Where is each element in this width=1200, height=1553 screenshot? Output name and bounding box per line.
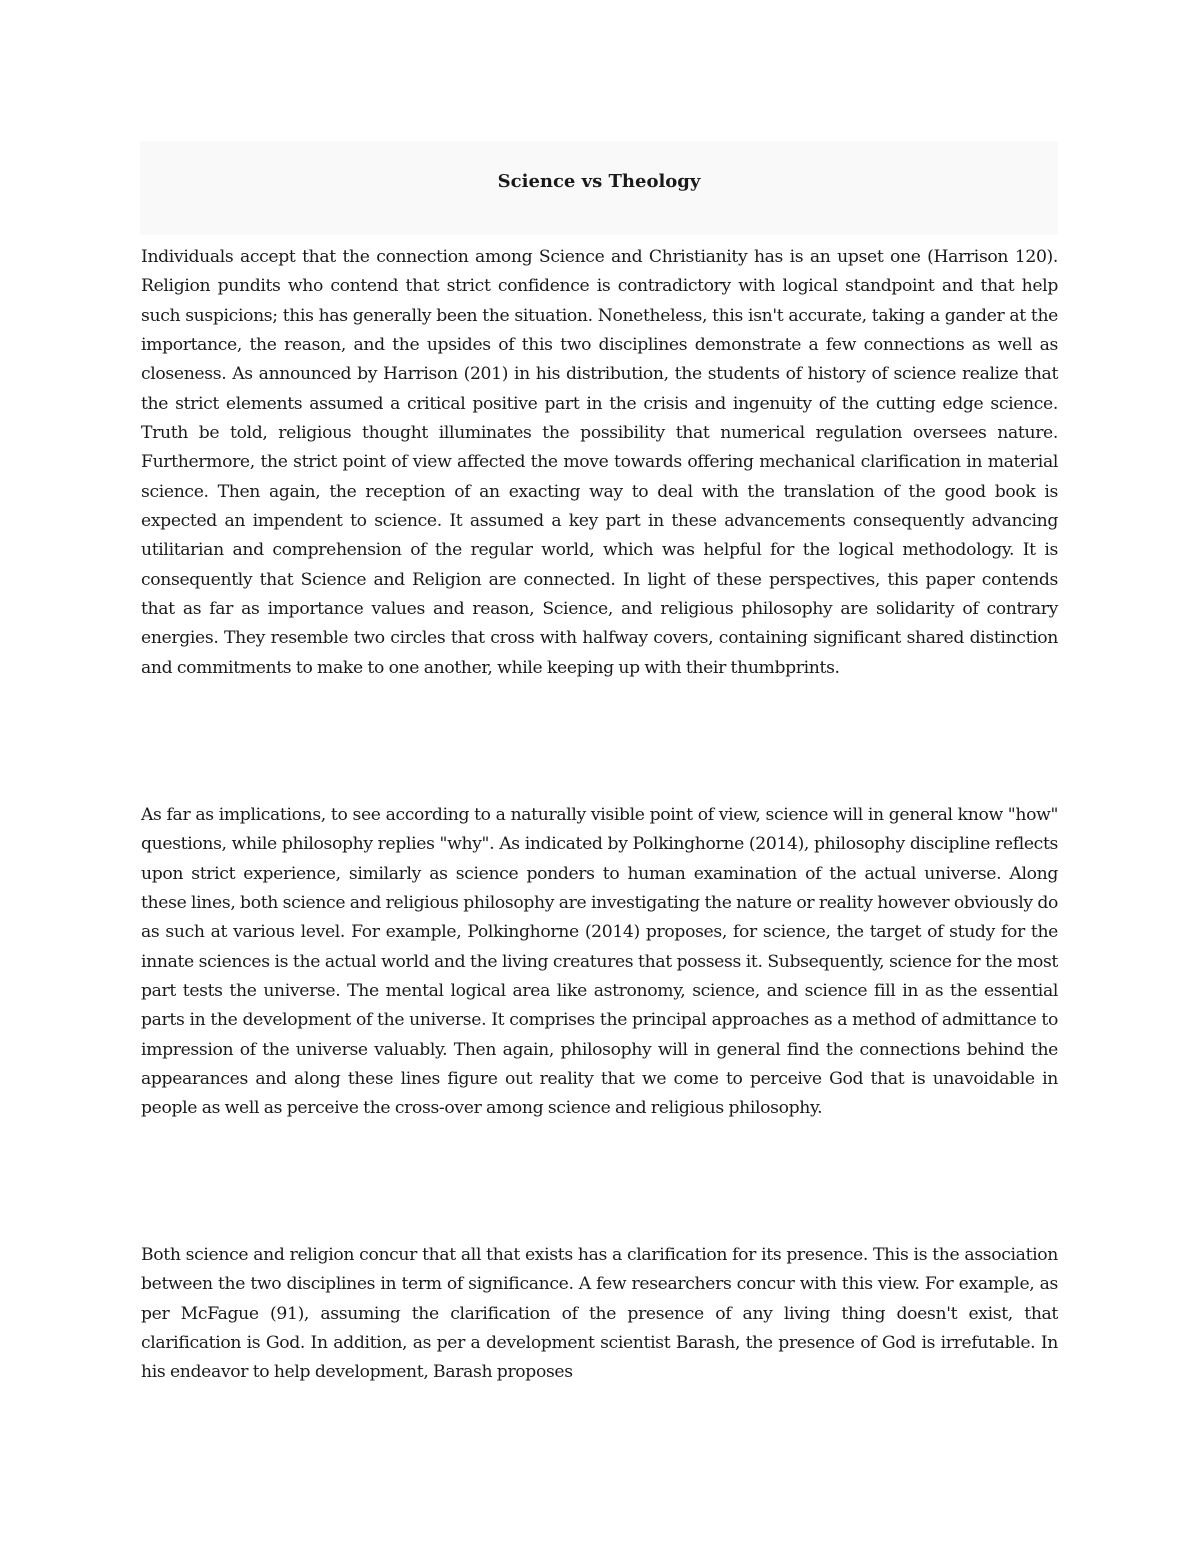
paragraph-3: Both science and religion concur that all that exists has a clarification for its presence. This is the association between the two disciplines in term of significance. A few researchers concur with this view. For example, as per McFague (91), assuming the clarification of the presence of any living thing doesn't exist, that clarification is God. In addition, as per a development scientist Barash, the presence of God is irrefutable. In his endeavor to help development, Barash proposes [141,1245,1058,1383]
paragraph-1: Individuals accept that the connection among Science and Christianity has is an upset one (Harrison 120). Religion pundits who contend that strict confidence is contradictory with logical standpoint and that help such suspicions; this has generally been the situation. Nonetheless, this isn't accurate, taking a gander at the importance, the reason, and the upsides of this two disciplines demonstrate a few connections as well as closeness. As announced by Harrison (201) in his distribution, the students of history of science realize that the strict elements assumed a critical positive part in the crisis and ingenuity of the cutting edge science. Truth be told, religious thought illuminates the possibility that numerical regulation oversees nature. Furthermore, the strict point of view affected the move towards offering mechanical clarification in material science. Then again, the reception of an exacting way to deal with the translation of the good book is expected an impendent to science. It assumed a key part in these advancements consequently advancing utilitarian and comprehension of the regular world, which was helpful for the logical methodology. It is consequently that Science and Religion are connected. In light of these perspectives, this paper contends that as far as importance values and reason, Science, and religious philosophy are solidarity of contrary energies. They resemble two circles that cross with halfway covers, containing significant shared distinction and commitments to make to one another, while keeping up with their thumbprints. [141,247,1058,678]
document-title: Science vs Theology [497,171,701,192]
paragraph-2: As far as implications, to see according to a naturally visible point of view, science will in general know "how" questions, while philosophy replies "why". As indicated by Polkinghorne (2014), philosophy discipline reflects upon strict experience, similarly as science ponders to human examination of the actual universe. Along these lines, both science and religious philosophy are investigating the nature or reality however obviously do as such at various level. For example, Polkinghorne (2014) proposes, for science, the target of study for the innate sciences is the actual world and the living creatures that possess it. Subsequently, science for the most part tests the universe. The mental logical area like astronomy, science, and science fill in as the essential parts in the development of the universe. It comprises the principal approaches as a method of admittance to impression of the universe valuably. Then again, philosophy will in general find the connections behind the appearances and along these lines figure out reality that we come to perceive God that is unavoidable in people as well as perceive the cross-over among science and religious philosophy. [141,805,1058,1119]
